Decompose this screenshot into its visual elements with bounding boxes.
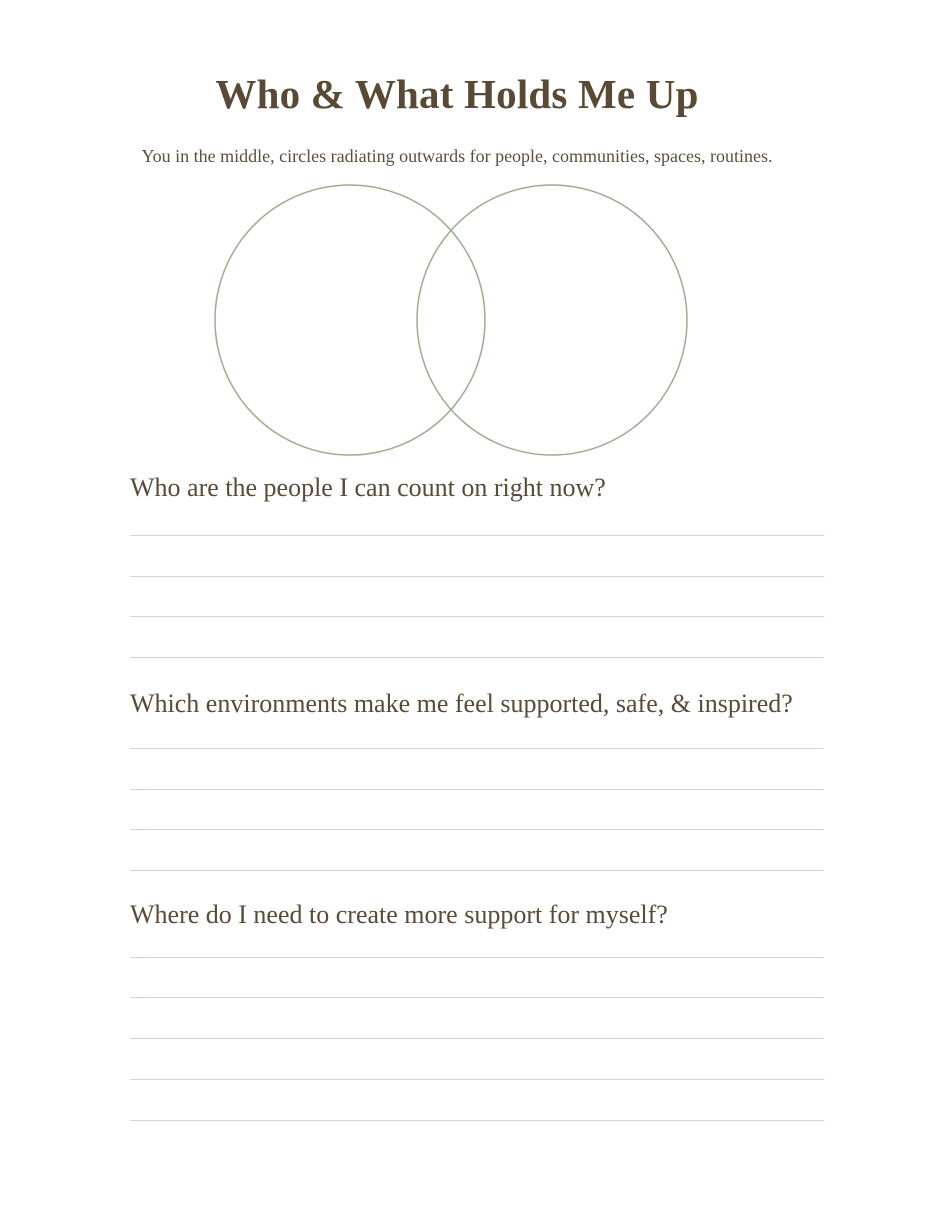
writing-line[interactable] <box>130 616 824 617</box>
writing-line[interactable] <box>130 870 824 871</box>
writing-line[interactable] <box>130 748 824 749</box>
writing-line[interactable] <box>130 1079 824 1080</box>
venn-circle-left <box>215 185 485 455</box>
section-environments <box>130 686 824 876</box>
writing-line[interactable] <box>130 1120 824 1121</box>
writing-line[interactable] <box>130 576 824 577</box>
writing-line[interactable] <box>130 535 824 536</box>
writing-line[interactable] <box>130 789 824 790</box>
question-environments: Which environments make me feel supported, safe, & inspired? <box>130 689 793 718</box>
writing-line[interactable] <box>130 657 824 658</box>
question-support: Where do I need to create more support for myself? <box>130 900 668 929</box>
writing-line[interactable] <box>130 997 824 998</box>
writing-line[interactable] <box>130 829 824 830</box>
writing-line[interactable] <box>130 1038 824 1039</box>
venn-circle-right <box>417 185 687 455</box>
section-people <box>130 470 824 660</box>
page-subtitle: You in the middle, circles radiating outwards for people, communities, spaces, routines. <box>141 146 773 166</box>
section-support <box>130 897 824 1127</box>
page-title: Who & What Holds Me Up <box>215 71 699 117</box>
question-people: Who are the people I can count on right now? <box>130 473 606 502</box>
writing-line[interactable] <box>130 957 824 958</box>
